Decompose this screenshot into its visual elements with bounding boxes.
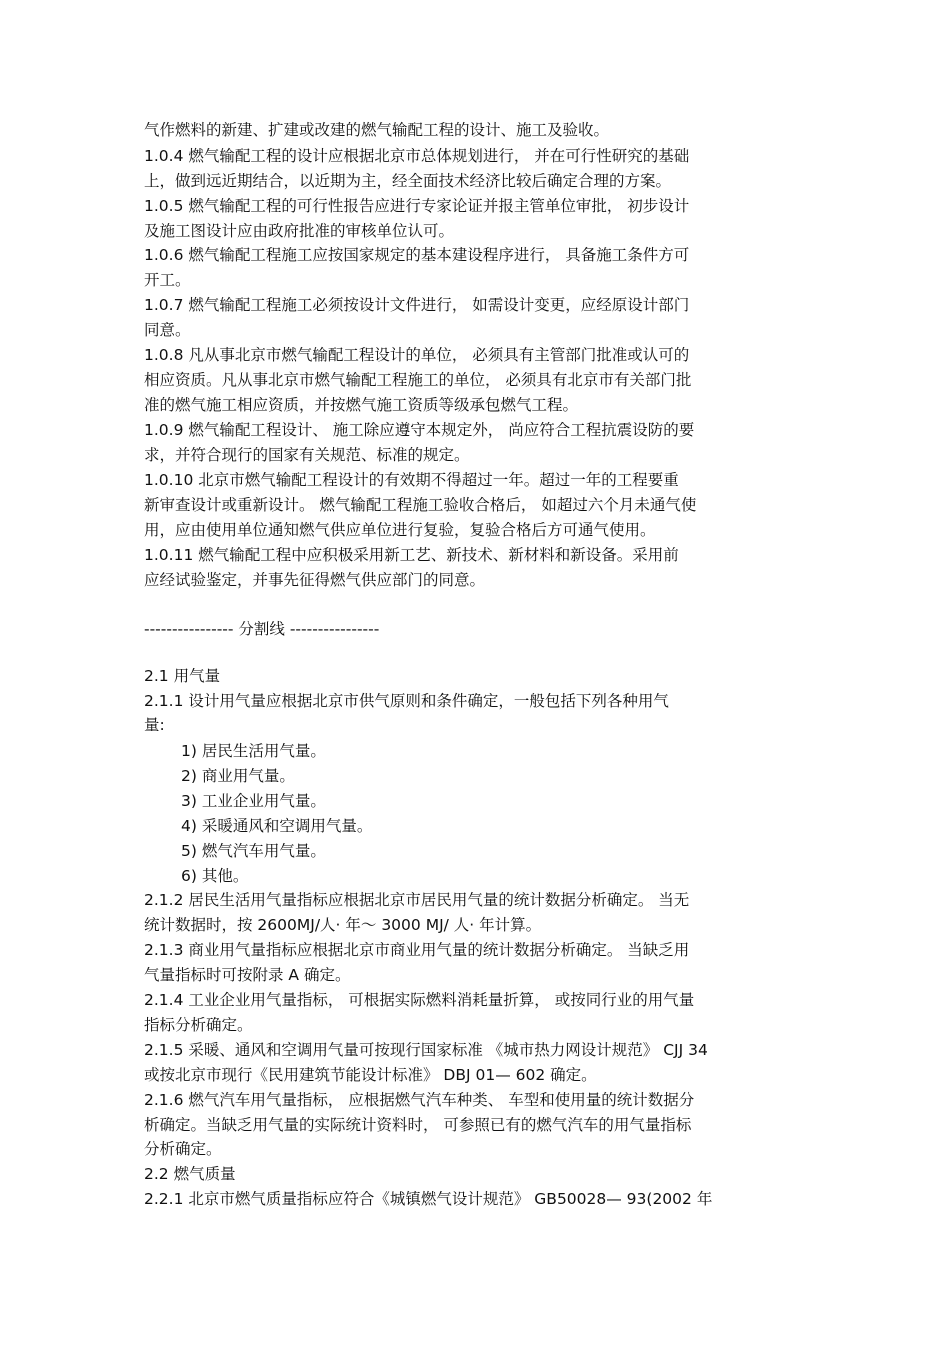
text-line: 2.2.1 北京市燃气质量指标应符合《城镇燃气设计规范》 GB50028— 93(2002 年 — [144, 1190, 713, 1208]
text-line: 析确定。当缺乏用气量的实际统计资料时， 可参照已有的燃气汽车的用气量指标 — [144, 1116, 692, 1134]
text-line: 3) 工业企业用气量。 — [181, 792, 326, 810]
text-line: 2) 商业用气量。 — [181, 767, 295, 785]
text-line: 2.1.5 采暖、通风和空调用气量可按现行国家标准 《城市热力网设计规范》 CJJ 34 — [144, 1041, 708, 1059]
text-line: ---------------- 分割线 ---------------- — [144, 620, 380, 638]
text-line: 用，应由使用单位通知燃气供应单位进行复验，复验合格后方可通气使用。 — [144, 521, 656, 539]
text-line: 1.0.8 凡从事北京市燃气输配工程设计的单位， 必须具有主管部门批准或认可的 — [144, 346, 690, 364]
text-line: 1.0.9 燃气输配工程设计、 施工除应遵守本规定外， 尚应符合工程抗震设防的要 — [144, 421, 695, 439]
text-line: 1) 居民生活用气量。 — [181, 742, 326, 760]
text-line: 开工。 — [144, 271, 191, 289]
text-line: 新审查设计或重新设计。 燃气输配工程施工验收合格后， 如超过六个月未通气使 — [144, 496, 697, 514]
text-line: 指标分析确定。 — [144, 1016, 253, 1034]
text-line: 1.0.10 北京市燃气输配工程设计的有效期不得超过一年。超过一年的工程要重 — [144, 471, 679, 489]
text-line: 2.1.6 燃气汽车用气量指标， 应根据燃气汽车种类、 车型和使用量的统计数据分 — [144, 1091, 695, 1109]
text-line: 分析确定。 — [144, 1140, 222, 1158]
text-line: 2.1.2 居民生活用气量指标应根据北京市居民用气量的统计数据分析确定。 当无 — [144, 891, 690, 909]
text-line: 2.1.1 设计用气量应根据北京市供气原则和条件确定，一般包括下列各种用气 — [144, 692, 669, 710]
text-line: 量: — [144, 716, 165, 734]
text-line: 求，并符合现行的国家有关规范、标准的规定。 — [144, 446, 470, 464]
text-line: 应经试验鉴定，并事先征得燃气供应部门的同意。 — [144, 571, 486, 589]
text-line: 上，做到远近期结合，以近期为主，经全面技术经济比较后确定合理的方案。 — [144, 172, 672, 190]
text-line: 或按北京市现行《民用建筑节能设计标准》 DBJ 01— 602 确定。 — [144, 1066, 597, 1084]
text-line: 准的燃气施工相应资质，并按燃气施工资质等级承包燃气工程。 — [144, 396, 579, 414]
text-line: 统计数据时，按 2600MJ/人· 年～ 3000 MJ/ 人· 年计算。 — [144, 916, 542, 934]
text-line: 及施工图设计应由政府批准的审核单位认可。 — [144, 222, 455, 240]
text-line: 2.2 燃气质量 — [144, 1165, 236, 1183]
text-line: 同意。 — [144, 321, 191, 339]
text-line: 气作燃料的新建、扩建或改建的燃气输配工程的设计、施工及验收。 — [144, 121, 610, 139]
text-line: 2.1.4 工业企业用气量指标， 可根据实际燃料消耗量折算， 或按同行业的用气量 — [144, 991, 695, 1009]
text-line: 1.0.4 燃气输配工程的设计应根据北京市总体规划进行， 并在可行性研究的基础 — [144, 147, 690, 165]
text-line: 气量指标时可按附录 A 确定。 — [144, 966, 351, 984]
text-line: 5) 燃气汽车用气量。 — [181, 842, 326, 860]
text-line: 2.1 用气量 — [144, 667, 221, 685]
text-line: 2.1.3 商业用气量指标应根据北京市商业用气量的统计数据分析确定。 当缺乏用 — [144, 941, 690, 959]
text-line: 1.0.5 燃气输配工程的可行性报告应进行专家论证并报主管单位审批， 初步设计 — [144, 197, 690, 215]
text-line: 1.0.6 燃气输配工程施工应按国家规定的基本建设程序进行， 具备施工条件方可 — [144, 246, 690, 264]
text-line: 相应资质。凡从事北京市燃气输配工程施工的单位， 必须具有北京市有关部门批 — [144, 371, 692, 389]
text-line: 4) 采暖通风和空调用气量。 — [181, 817, 373, 835]
text-line: 6) 其他。 — [181, 867, 249, 885]
text-line: 1.0.11 燃气输配工程中应积极采用新工艺、新技术、新材料和新设备。采用前 — [144, 546, 679, 564]
text-line: 1.0.7 燃气输配工程施工必须按设计文件进行， 如需设计变更，应经原设计部门 — [144, 296, 690, 314]
